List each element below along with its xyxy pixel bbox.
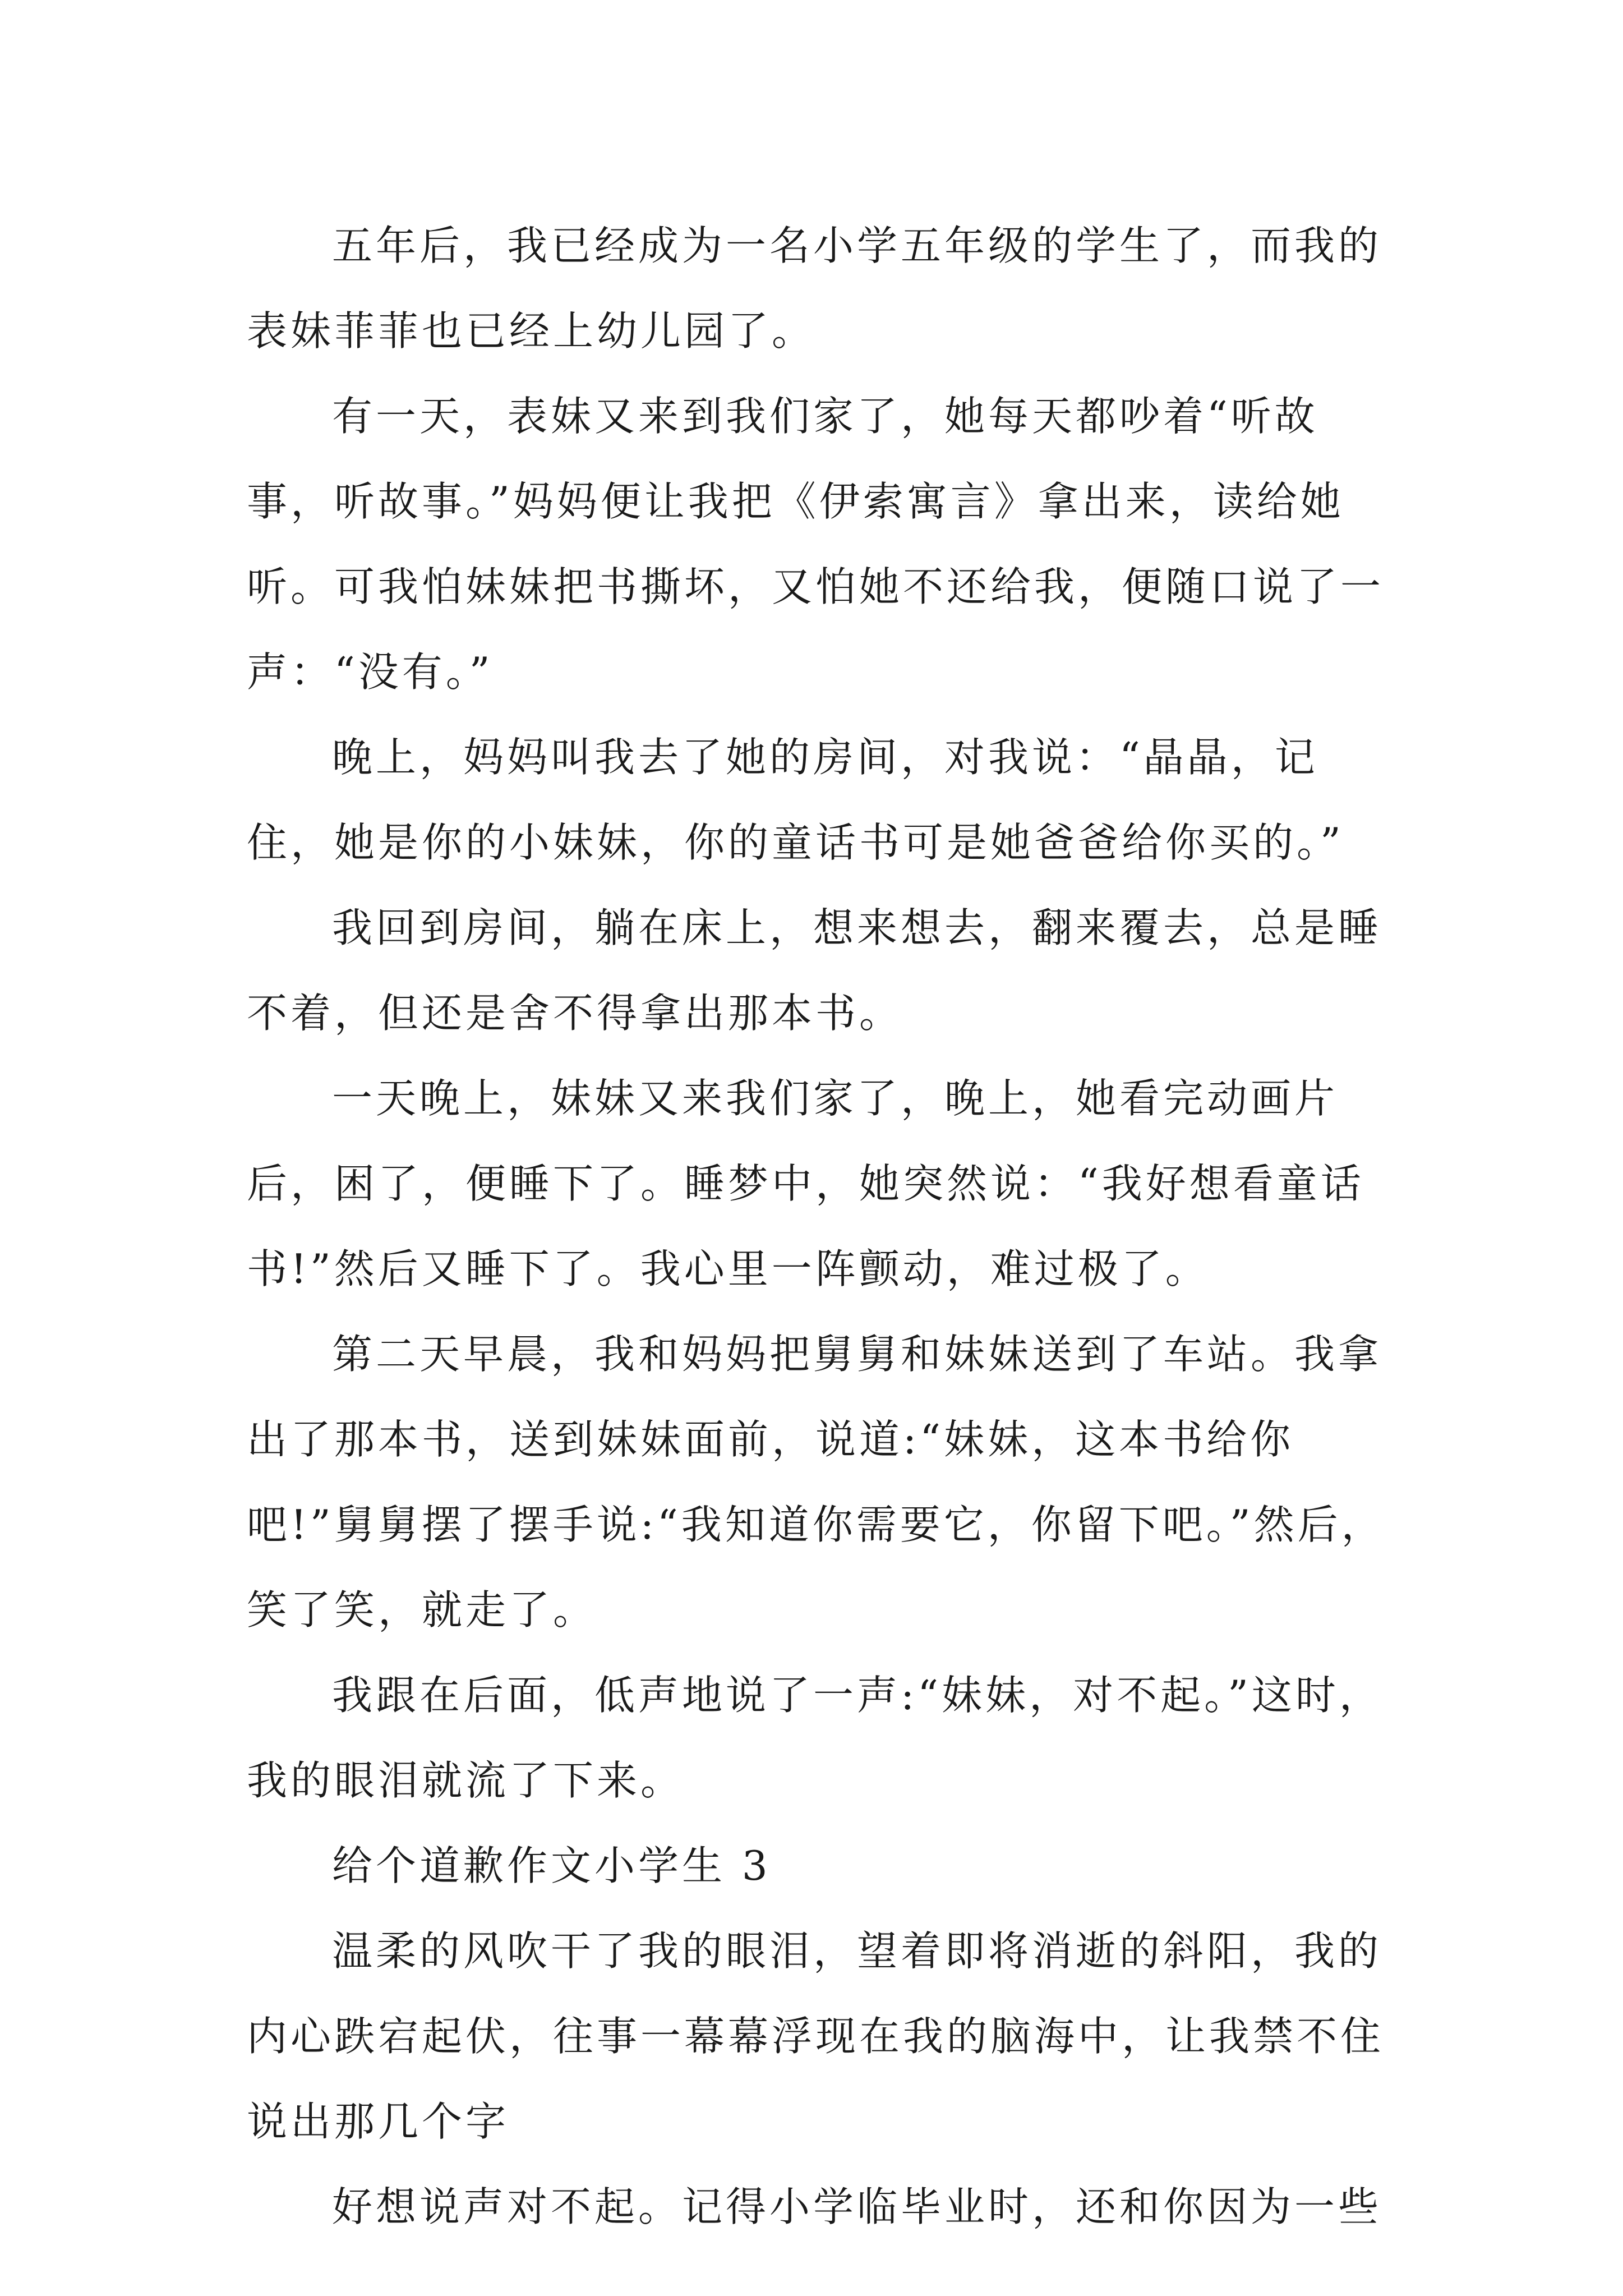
paragraph: 有一天，表妹又来到我们家了，她每天都吵着“听故事，听故事。”妈妈便让我把《伊索寓言》拿出来，读给她听。可我怕妹妹把书撕坏，又怕她不还给我，便随口说了一声：“没有。” bbox=[247, 393, 1385, 696]
paragraph: 一天晚上，妹妹又来我们家了，晚上，她看完动画片后，困了，便睡下了。睡梦中，她突然说：“我好想看童话书!”然后又睡下了。我心里一阵颤动，难过极了。 bbox=[247, 1075, 1364, 1292]
paragraph: 我回到房间，躺在床上，想来想去，翻来覆去，总是睡不着，但还是舍不得拿出那本书。 bbox=[247, 904, 1382, 1037]
paragraph: 温柔的风吹干了我的眼泪，望着即将消逝的斜阳，我的内心跌宕起伏，往事一幕幕浮现在我的脑海中，让我禁不住说出那几个字 bbox=[247, 1927, 1385, 2145]
paragraph: 我跟在后面，低声地说了一声:“妹妹，对不起。”这时，我的眼泪就流了下来。 bbox=[247, 1672, 1383, 1804]
paragraph: 五年后，我已经成为一名小学五年级的学生了，而我的表妹菲菲也已经上幼儿园了。 bbox=[247, 222, 1382, 355]
paragraph: 晚上，妈妈叫我去了她的房间，对我说：“晶晶，记住，她是你的小妹妹，你的童话书可是她爸爸给你买的。” bbox=[247, 734, 1344, 866]
document-body bbox=[247, 203, 1391, 2249]
paragraph: 好想说声对不起。记得小学临毕业时，还和你因为一些 bbox=[332, 2183, 1382, 2230]
paragraph: 第二天早晨，我和妈妈把舅舅和妹妹送到了车站。我拿出了那本书，送到妹妹面前，说道:“妹妹，这本书给你吧!”舅舅摆了摆手说:“我知道你需要它，你留下吧。”然后，笑了笑，就走了。 bbox=[247, 1331, 1385, 1634]
section-heading: 给个道歉作文小学生 3 bbox=[332, 1842, 771, 1889]
